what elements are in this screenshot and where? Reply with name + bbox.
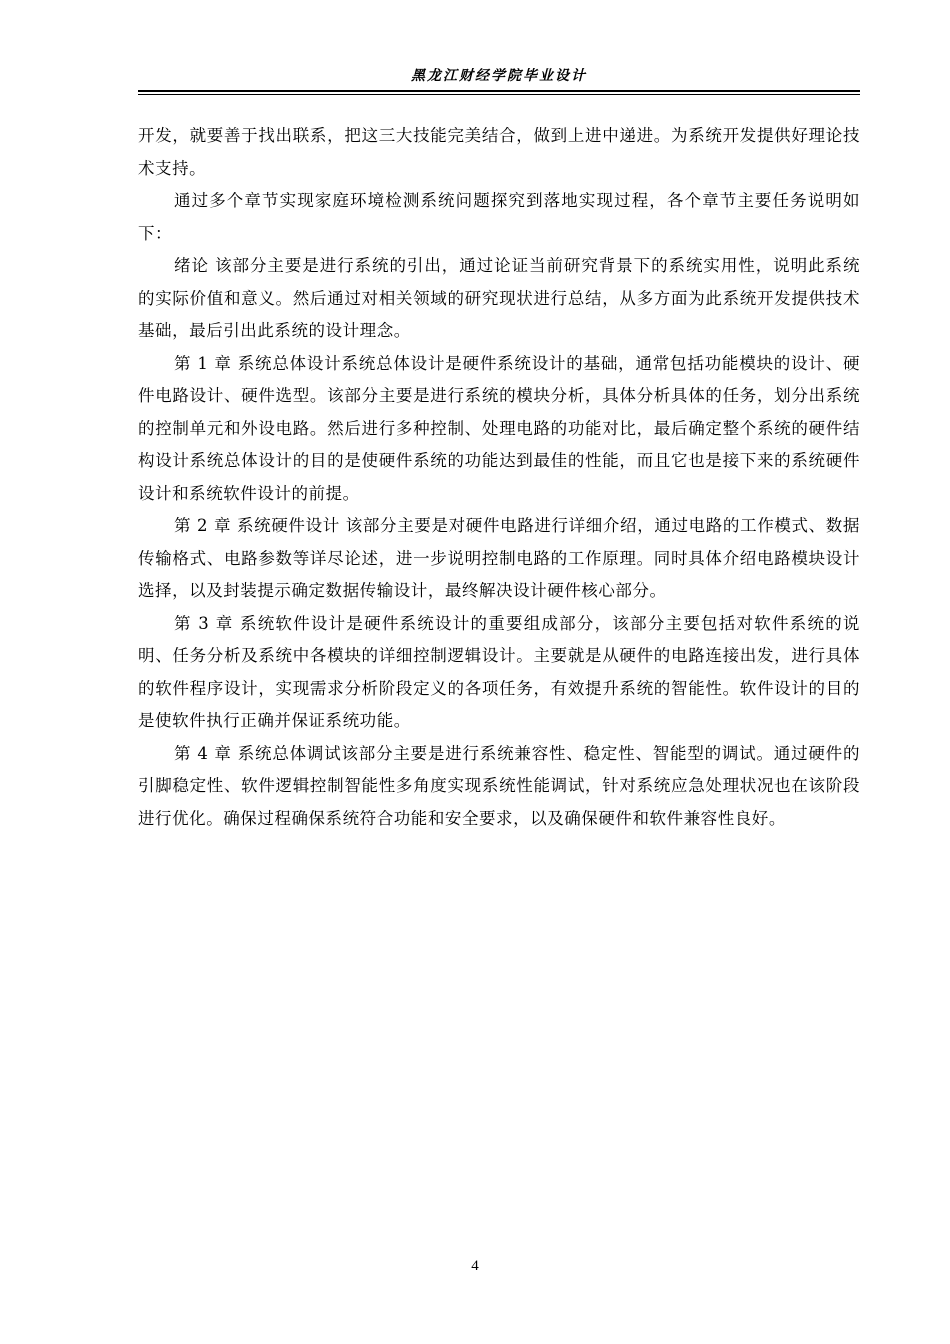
page-header (138, 66, 860, 96)
paragraph-chapter-2: 第 2 章 系统硬件设计 该部分主要是对硬件电路进行详细介绍，通过电路的工作模式、数据传输格式、电路参数等详尽论述，进一步说明控制电路的工作原理。同时具体介绍电路模块设计选择，以及封装提示确定数据传输设计，最终解决设计硬件核心部分。 (138, 516, 860, 600)
header-title: 黑龙江财经学院毕业设计 (411, 68, 587, 84)
paragraph-overview: 通过多个章节实现家庭环境检测系统问题探究到落地实现过程，各个章节主要任务说明如下： (138, 191, 860, 243)
header-rule-thin (138, 94, 860, 95)
paragraph-introduction: 绪论 该部分主要是进行系统的引出，通过论证当前研究背景下的系统实用性，说明此系统的实际价值和意义。然后通过对相关领域的研究现状进行总结，从多方面为此系统开发提供技术基础，最后引出此系统的设计理念。 (138, 256, 860, 340)
header-rule-thick (138, 90, 860, 92)
paragraph-continuation: 开发，就要善于找出联系，把这三大技能完美结合，做到上进中递进。为系统开发提供好理论技术支持。 (138, 126, 860, 178)
paragraph-chapter-4: 第 4 章 系统总体调试该部分主要是进行系统兼容性、稳定性、智能型的调试。通过硬件的引脚稳定性、软件逻辑控制智能性多角度实现系统性能调试，针对系统应急处理状况也在该阶段进行优化。确保过程确保系统符合功能和安全要求，以及确保硬件和软件兼容性良好。 (138, 743, 860, 828)
document-body (138, 120, 860, 835)
paragraph-chapter-3: 第 3 章 系统软件设计是硬件系统设计的重要组成部分，该部分主要包括对软件系统的说明、任务分析及系统中各模块的详细控制逻辑设计。主要就是从硬件的电路连接出发，进行具体的软件程序设计，实现需求分析阶段定义的各项任务，有效提升系统的智能性。软件设计的目的是使软件执行正确并保证系统功能。 (138, 613, 860, 730)
page-number: 4 (471, 1258, 479, 1274)
paragraph-chapter-1: 第 1 章 系统总体设计系统总体设计是硬件系统设计的基础，通常包括功能模块的设计、硬件电路设计、硬件选型。该部分主要是进行系统的模块分析，具体分析具体的任务，划分出系统的控制单元和外设电路。然后进行多种控制、处理电路的功能对比，最后确定整个系统的硬件结构设计系统总体设计的目的是使硬件系统的功能达到最佳的性能，而且它也是接下来的系统硬件设计和系统软件设计的前提。 (138, 353, 860, 503)
